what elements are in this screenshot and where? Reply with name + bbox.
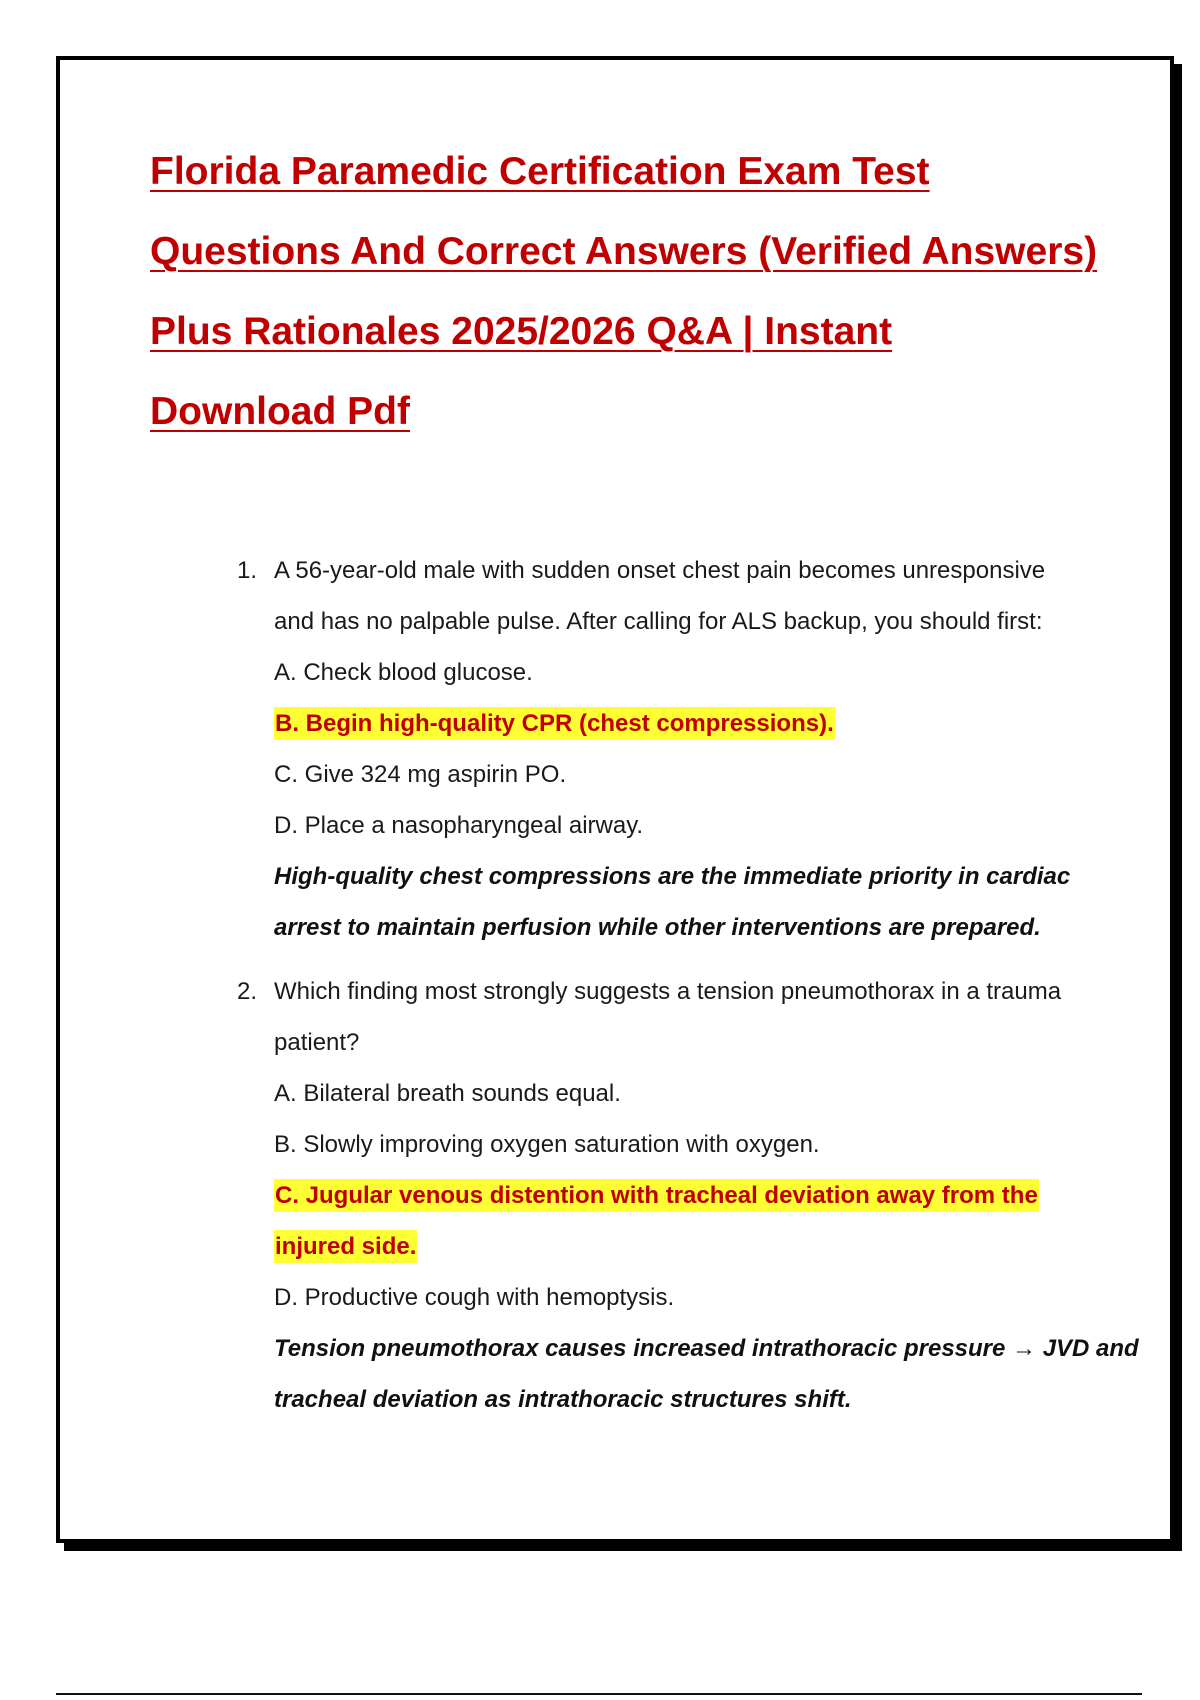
question-1: [178, 545, 1158, 953]
highlighted-answer: injured side.: [274, 1230, 417, 1263]
rationale-line: tracheal deviation as intrathoracic structures shift.: [274, 1386, 852, 1413]
answer-option-d: D. Place a nasopharyngeal airway.: [274, 812, 644, 839]
page-divider: [56, 1693, 1142, 1695]
rationale-line: High-quality chest compressions are the immediate priority in cardiac: [274, 863, 1071, 890]
highlighted-answer: B. Begin high-quality CPR (chest compressions).: [274, 707, 835, 740]
question-text-line: A 56-year-old male with sudden onset chest pain becomes unresponsive: [274, 557, 1046, 584]
answer-option-d: D. Productive cough with hemoptysis.: [274, 1284, 675, 1311]
question-text-line: patient?: [274, 1029, 360, 1056]
question-text-line: and has no palpable pulse. After calling for ALS backup, you should first:: [274, 608, 1043, 635]
title-line: Download Pdf: [150, 390, 410, 433]
question-text-line: Which finding most strongly suggests a tension pneumothorax in a trauma: [274, 978, 1062, 1005]
answer-option-c-correct: [274, 1170, 1158, 1221]
answer-option-a: A. Check blood glucose.: [274, 659, 533, 686]
answer-option-b-correct: [274, 698, 1158, 749]
answer-option-c-correct-continued: [274, 1221, 1158, 1272]
question-number: 1.: [237, 557, 258, 584]
question-2: [178, 966, 1158, 1425]
rationale-line: Tension pneumothorax causes increased intrathoracic pressure → JVD and: [274, 1335, 1139, 1362]
highlighted-answer: C. Jugular venous distention with tracheal deviation away from the: [274, 1179, 1039, 1212]
answer-option-b: B. Slowly improving oxygen saturation with oxygen.: [274, 1131, 820, 1158]
page-frame: [56, 56, 1174, 1543]
title-line: Plus Rationales 2025/2026 Q&A | Instant: [150, 310, 893, 353]
document-title: [150, 132, 1110, 452]
question-number: 2.: [237, 978, 258, 1005]
rationale-line: arrest to maintain perfusion while other interventions are prepared.: [274, 914, 1041, 941]
answer-option-c: C. Give 324 mg aspirin PO.: [274, 761, 567, 788]
title-line: Questions And Correct Answers (Verified Answers): [150, 230, 1098, 273]
answer-option-a: A. Bilateral breath sounds equal.: [274, 1080, 621, 1107]
title-line: Florida Paramedic Certification Exam Test: [150, 150, 930, 193]
question-list: [178, 545, 1158, 1438]
